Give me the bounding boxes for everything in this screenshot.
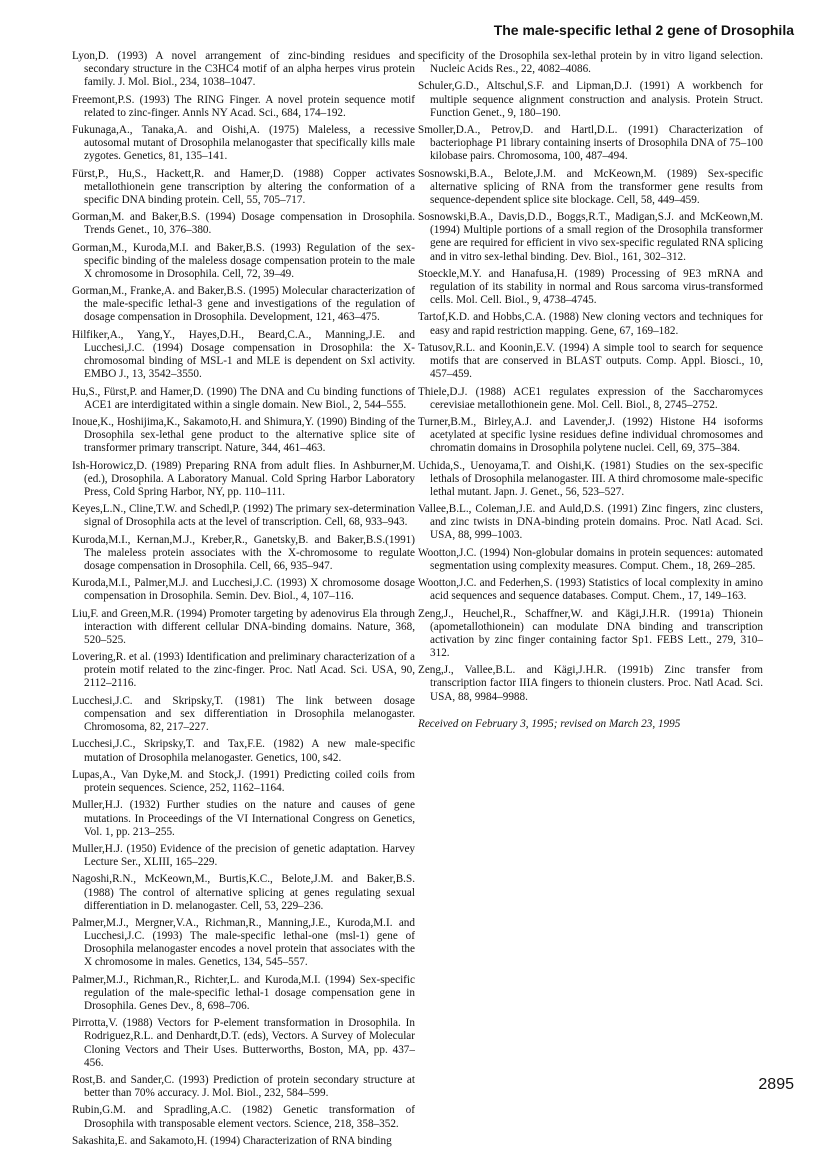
reference-entry: Fürst,P., Hu,S., Hackett,R. and Hamer,D. (1988) Copper activates metallothionein gene transcription by altering the conformation of a specific DNA binding protein. Cell, 55, 705–717. <box>72 167 415 206</box>
references-right-column <box>418 50 763 731</box>
reference-entry: Wootton,J.C. (1994) Non-globular domains in protein sequences: automated segmentation using complexity measures. Comput. Chem., 18, 269–285. <box>418 546 763 572</box>
running-header <box>0 0 816 40</box>
reference-entry: Thiele,D.J. (1988) ACE1 regulates expression of the Saccharomyces cerevisiae metallothionein gene. Mol. Cell. Biol., 8, 2745–2752. <box>418 385 763 411</box>
received-date-note: Received on February 3, 1995; revised on March 23, 1995 <box>418 717 681 730</box>
reference-entry: Liu,F. and Green,M.R. (1994) Promoter targeting by adenovirus Ela through interaction with different cellular DNA-binding domains. Nature, 368, 520–525. <box>72 607 415 646</box>
reference-entry: Rubin,G.M. and Spradling,A.C. (1982) Genetic transformation of Drosophila with transposable element vectors. Science, 218, 358–352. <box>72 1104 415 1130</box>
reference-entry: Turner,B.M., Birley,A.J. and Lavender,J. (1992) Histone H4 isoforms acetylated at specific lysine residues define individual chromosomes and chromatin domains in Drosophila polytene nuclei. Cell, 69, 375–384. <box>418 416 763 455</box>
reference-entry: Lupas,A., Van Dyke,M. and Stock,J. (1991) Predicting coiled coils from protein sequences. Science, 252, 1162–1164. <box>72 768 415 795</box>
reference-entry: Nagoshi,R.N., McKeown,M., Burtis,K.C., Belote,J.M. and Baker,B.S. (1988) The control of alternative splicing at genes regulating sexual differentiation in D. melanogaster. Cell, 53, 229–236. <box>72 873 415 912</box>
reference-entry: Palmer,M.J., Mergner,V.A., Richman,R., Manning,J.E., Kuroda,M.I. and Lucchesi,J.C. (1993) The male-specific lethal-one (msl-1) gene of Drosophila melanogaster encodes a novel protein that associates with the X chromosome in males. Genetics, 134, 545–557. <box>72 917 415 969</box>
reference-entry: Vallee,B.L., Coleman,J.E. and Auld,D.S. (1991) Zinc fingers, zinc clusters, and zinc twists in DNA-binding protein domains. Proc. Natl Acad. Sci. USA, 88, 999–1003. <box>418 503 763 542</box>
reference-entry: Sosnowski,B.A., Davis,D.D., Boggs,R.T., Madigan,S.J. and McKeown,M. (1994) Multiple portions of a small region of the Drosophila transformer gene are required for efficient in vivo sex-specific regulated RNA splicing and in vitro sex-lethal binding. Dev. Biol., 161, 302–312. <box>418 211 763 263</box>
reference-entry: Kuroda,M.I., Palmer,M.J. and Lucchesi,J.C. (1993) X chromosome dosage compensation in Drosophila. Semin. Dev. Biol., 4, 107–116. <box>72 577 415 603</box>
references-left-column <box>72 50 415 1152</box>
running-title: The male-specific lethal 2 gene of Drosophila <box>493 22 794 38</box>
reference-entry: Zeng,J., Heuchel,R., Schaffner,W. and Kägi,J.H.R. (1991a) Thionein (apometallothionein) can modulate DNA binding and transcription activation by zinc finger containing factor Sp1. FEBS Lett., 279, 310–312. <box>418 607 763 659</box>
reference-entry: Keyes,L.N., Cline,T.W. and Schedl,P. (1992) The primary sex-determination signal of Drosophila acts at the level of transcription. Cell, 68, 933–943. <box>72 503 415 529</box>
reference-entry: Lucchesi,J.C. and Skripsky,T. (1981) The link between dosage compensation and sex differentiation in Drosophila melanogaster. Chromosoma, 82, 217–227. <box>72 694 415 734</box>
reference-entry: Rost,B. and Sander,C. (1993) Prediction of protein secondary structure at better than 70% accuracy. J. Mol. Biol., 232, 584–599. <box>72 1073 415 1100</box>
reference-entry: specificity of the Drosophila sex-lethal protein by in vitro ligand selection. Nucleic Acids Res., 22, 4082–4086. <box>418 50 763 76</box>
reference-entry: Inoue,K., Hoshijima,K., Sakamoto,H. and Shimura,Y. (1990) Binding of the Drosophila sex-lethal gene product to the alternative splice site of transformer primary transcript. Nature, 344, 461–463. <box>72 416 415 455</box>
reference-entry: Lucchesi,J.C., Skripsky,T. and Tax,F.E. (1982) A new male-specific mutation of Drosophila melanogaster. Genetics, 100, s42. <box>72 738 415 764</box>
reference-entry: Fukunaga,A., Tanaka,A. and Oishi,A. (1975) Maleless, a recessive autosomal mutant of Drosophila melanogaster that specifically kills male zygotes. Genetics, 81, 135–141. <box>72 124 415 163</box>
reference-entry: Lovering,R. et al. (1993) Identification and preliminary characterization of a protein motif related to the zinc-finger. Proc. Natl Acad. Sci. USA, 90, 2112–2116. <box>72 651 415 690</box>
reference-entry: Uchida,S., Uenoyama,T. and Oishi,K. (1981) Studies on the sex-specific lethals of Drosophila melanogaster. III. A third chromosome male-specific lethal mutant. Japn. J. Genet., 56, 523–527. <box>418 459 763 498</box>
reference-entry: Gorman,M. and Baker,B.S. (1994) Dosage compensation in Drosophila. Trends Genet., 10, 376–380. <box>72 211 415 237</box>
reference-entry: Kuroda,M.I., Kernan,M.J., Kreber,R., Ganetsky,B. and Baker,B.S.(1991) The maleless protein associates with the X-chromosome to regulate dosage compensation in Drosophila. Cell, 66, 935–947. <box>72 533 415 572</box>
reference-entry: Gorman,M., Franke,A. and Baker,B.S. (1995) Molecular characterization of the male-specific lethal-3 gene and investigations of the regulation of dosage compensation in Drosophila. Development, 121, 463–475. <box>72 285 415 324</box>
reference-entry: Gorman,M., Kuroda,M.I. and Baker,B.S. (1993) Regulation of the sex-specific binding of the maleless dosage compensation protein to the male X chromosome in Drosophila. Cell, 72, 39–49. <box>72 241 415 280</box>
reference-entry: Lyon,D. (1993) A novel arrangement of zinc-binding residues and secondary structure in the C3HC4 motif of an alpha herpes virus protein family. J. Mol. Biol., 234, 1038–1047. <box>72 50 415 89</box>
reference-entry: Zeng,J., Vallee,B.L. and Kägi,J.H.R. (1991b) Zinc transfer from transcription factor IIIA fingers to thionein clusters. Proc. Natl Acad. Sci. USA, 88, 9984–9988. <box>418 664 763 703</box>
reference-entry: Schuler,G.D., Altschul,S.F. and Lipman,D.J. (1991) A workbench for multiple sequence alignment construction and analysis. Protein Struct. Function Genet., 9, 180–190. <box>418 80 763 119</box>
reference-entry: Sosnowski,B.A., Belote,J.M. and McKeown,M. (1989) Sex-specific alternative splicing of RNA from the transformer gene results from sequence-dependent splice site blockage. Cell, 58, 449–459. <box>418 167 763 206</box>
reference-entry: Tartof,K.D. and Hobbs,C.A. (1988) New cloning vectors and techniques for easy and rapid restriction mapping. Gene, 67, 169–182. <box>418 311 763 337</box>
reference-entry: Sakashita,E. and Sakamoto,H. (1994) Characterization of RNA binding <box>72 1134 392 1147</box>
reference-entry: Stoeckle,M.Y. and Hanafusa,H. (1989) Processing of 9E3 mRNA and regulation of its stability in normal and Rous sarcoma virus-transformed cells. Mol. Cell. Biol., 9, 4738–4745. <box>418 267 763 307</box>
reference-entry: Palmer,M.J., Richman,R., Richter,L. and Kuroda,M.I. (1994) Sex-specific regulation of the male-specific lethal-1 dosage compensation gene in Drosophila. Genes Dev., 8, 698–706. <box>72 973 415 1012</box>
reference-entry: Wootton,J.C. and Federhen,S. (1993) Statistics of local complexity in amino acid sequences and sequence databases. Comput. Chem., 17, 149–163. <box>418 577 763 603</box>
reference-entry: Pirrotta,V. (1988) Vectors for P-element transformation in Drosophila. In Rodriguez,R.L. and Denhardt,D.T. (eds), Vectors. A Survey of Molecular Cloning Vectors and Their Uses. Butterworths, Boston, MA, pp. 437–456. <box>72 1017 415 1069</box>
reference-entry: Hu,S., Fürst,P. and Hamer,D. (1990) The DNA and Cu binding functions of ACE1 are interdigitated within a single domain. New Biol., 2, 544–555. <box>72 385 415 411</box>
page-number: 2895 <box>758 1076 794 1093</box>
reference-entry: Hilfiker,A., Yang,Y., Hayes,D.H., Beard,C.A., Manning,J.E. and Lucchesi,J.C. (1994) Dosage compensation in Drosophila: the X-chromosomal binding of MSL-1 and MLE is dependent on Sxl activity. EMBO J., 13, 3542–3550. <box>72 328 415 381</box>
reference-entry: Ish-Horowicz,D. (1989) Preparing RNA from adult flies. In Ashburner,M. (ed.), Drosophila. A Laboratory Manual. Cold Spring Harbor Laboratory Press, Cold Spring Harbor, NY, pp. 110–111. <box>72 459 415 498</box>
reference-entry: Tatusov,R.L. and Koonin,E.V. (1994) A simple tool to search for sequence motifs that are conserved in BLAST outputs. Comp. Appl. Biosci., 10, 457–459. <box>418 341 763 381</box>
reference-entry: Freemont,P.S. (1993) The RING Finger. A novel protein sequence motif related to zinc-finger. Annls NY Acad. Sci., 684, 174–192. <box>72 93 415 119</box>
reference-entry: Muller,H.J. (1932) Further studies on the nature and causes of gene mutations. In Proceedings of the VI International Congress on Genetics, Vol. 1, pp. 213–255. <box>72 799 415 838</box>
reference-entry: Muller,H.J. (1950) Evidence of the precision of genetic adaptation. Harvey Lecture Ser., XLIII, 165–229. <box>72 843 415 869</box>
reference-entry: Smoller,D.A., Petrov,D. and Hartl,D.L. (1991) Characterization of bacteriophage P1 library containing inserts of Drosophila DNA of 75–100 kilobase pairs. Chromosoma, 100, 487–494. <box>418 124 763 163</box>
